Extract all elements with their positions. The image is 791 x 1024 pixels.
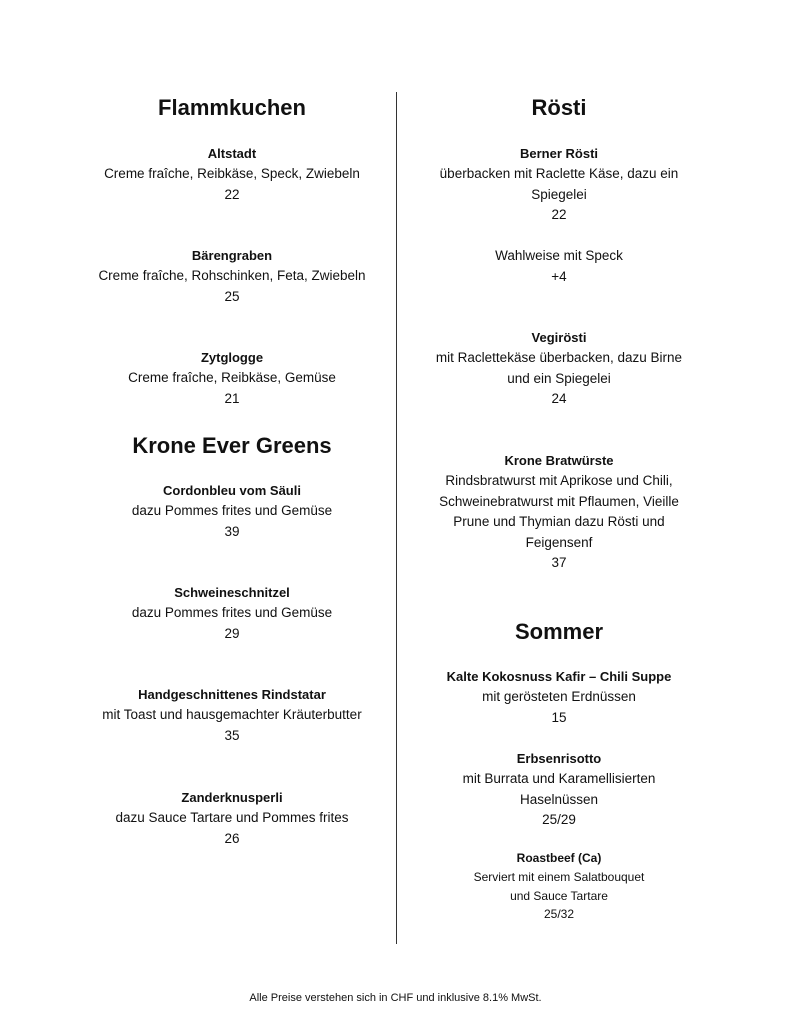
menu-item-vegiroesti	[379, 328, 739, 410]
item-price: +4	[551, 268, 567, 284]
item-name: Erbsenrisotto	[516, 751, 602, 766]
section-title-flammkuchen: Flammkuchen	[158, 95, 306, 120]
item-price: 22	[224, 186, 240, 202]
item-description-line: mit Burrata und Karamellisierten	[462, 771, 656, 786]
item-price: 39	[224, 523, 240, 539]
item-price: 25/32	[543, 907, 575, 921]
item-price: 25/29	[542, 812, 576, 827]
menu-item-altstadt	[52, 144, 412, 205]
item-description: dazu Sauce Tartare und Pommes frites	[115, 810, 349, 825]
item-price: 15	[551, 709, 567, 725]
menu-item-cordonbleu	[52, 481, 412, 542]
item-price: 37	[551, 555, 567, 570]
menu-item-erbsenrisotto	[379, 749, 739, 831]
item-name: Roastbeef (Ca)	[516, 851, 602, 865]
section-title-evergreens: Krone Ever Greens	[132, 433, 332, 458]
menu-item-berner-roesti	[379, 144, 739, 226]
item-description: dazu Pommes frites und Gemüse	[131, 503, 333, 518]
item-description-line: Schweinebratwurst mit Pflaumen, Vieille	[439, 493, 679, 509]
menu-item-zanderknusperli	[52, 788, 412, 849]
item-description-line: Feigensenf	[525, 534, 593, 550]
menu-item-bratwuerste	[379, 451, 739, 574]
item-name: Krone Bratwürste	[504, 453, 614, 468]
item-description: Wahlweise mit Speck	[495, 248, 623, 263]
item-description: Creme fraîche, Reibkäse, Gemüse	[128, 370, 336, 385]
menu-item-baerengraben	[52, 246, 412, 307]
menu-item-schweineschnitzel	[52, 583, 412, 644]
item-description-line: und ein Spiegelei	[507, 370, 611, 386]
item-price: 35	[224, 727, 240, 743]
item-description-line: Spiegelei	[531, 186, 587, 202]
item-name: Bärengraben	[191, 248, 273, 263]
item-name: Berner Rösti	[519, 146, 599, 161]
item-description: mit Toast und hausgemachter Kräuterbutter	[102, 707, 362, 722]
item-description-line: Prune und Thymian dazu Rösti und	[453, 514, 665, 529]
item-description-line: Haselnüssen	[519, 791, 599, 807]
item-name: Cordonbleu vom Säuli	[163, 483, 301, 498]
item-description-line: Rindsbratwurst mit Aprikose und Chili,	[445, 473, 673, 488]
item-price: 26	[224, 830, 240, 846]
item-name: Kalte Kokosnuss Kafir – Chili Suppe	[446, 669, 672, 684]
price-footnote: Alle Preise verstehen sich in CHF und inklusive 8.1% MwSt.	[249, 992, 542, 1004]
menu-item-speck-option	[379, 246, 739, 287]
item-description: Creme fraîche, Reibkäse, Speck, Zwiebeln	[104, 166, 360, 181]
item-price: 29	[224, 625, 240, 641]
section-title-sommer: Sommer	[514, 619, 604, 644]
section-title-roesti: Rösti	[531, 95, 587, 120]
item-name: Zytglogge	[200, 350, 264, 365]
item-name: Altstadt	[207, 146, 257, 161]
menu-item-rindstatar	[52, 685, 412, 746]
item-description: dazu Pommes frites und Gemüse	[131, 605, 333, 620]
item-description: Creme fraîche, Rohschinken, Feta, Zwiebeln	[98, 268, 366, 283]
item-description-line: mit Raclettekäse überbacken, dazu Birne	[435, 350, 683, 365]
item-description-line: mit gerösteten Erdnüssen	[482, 689, 636, 704]
item-price: 21	[224, 390, 240, 406]
item-name: Handgeschnittenes Rindstatar	[138, 687, 326, 702]
item-price: 22	[551, 207, 567, 222]
item-name: Vegirösti	[531, 330, 587, 345]
item-description-line: Serviert mit einem Salatbouquet	[473, 870, 645, 884]
menu-item-roastbeef	[379, 849, 739, 924]
item-description-line: und Sauce Tartare	[510, 888, 608, 903]
item-price: 25	[224, 288, 240, 304]
item-name: Zanderknusperli	[181, 790, 283, 805]
menu-item-zytglogge	[52, 348, 412, 409]
item-description-line: überbacken mit Raclette Käse, dazu ein	[439, 166, 679, 181]
item-price: 24	[551, 391, 567, 406]
item-name: Schweineschnitzel	[174, 585, 290, 600]
menu-item-kokosnuss-suppe	[379, 667, 739, 728]
